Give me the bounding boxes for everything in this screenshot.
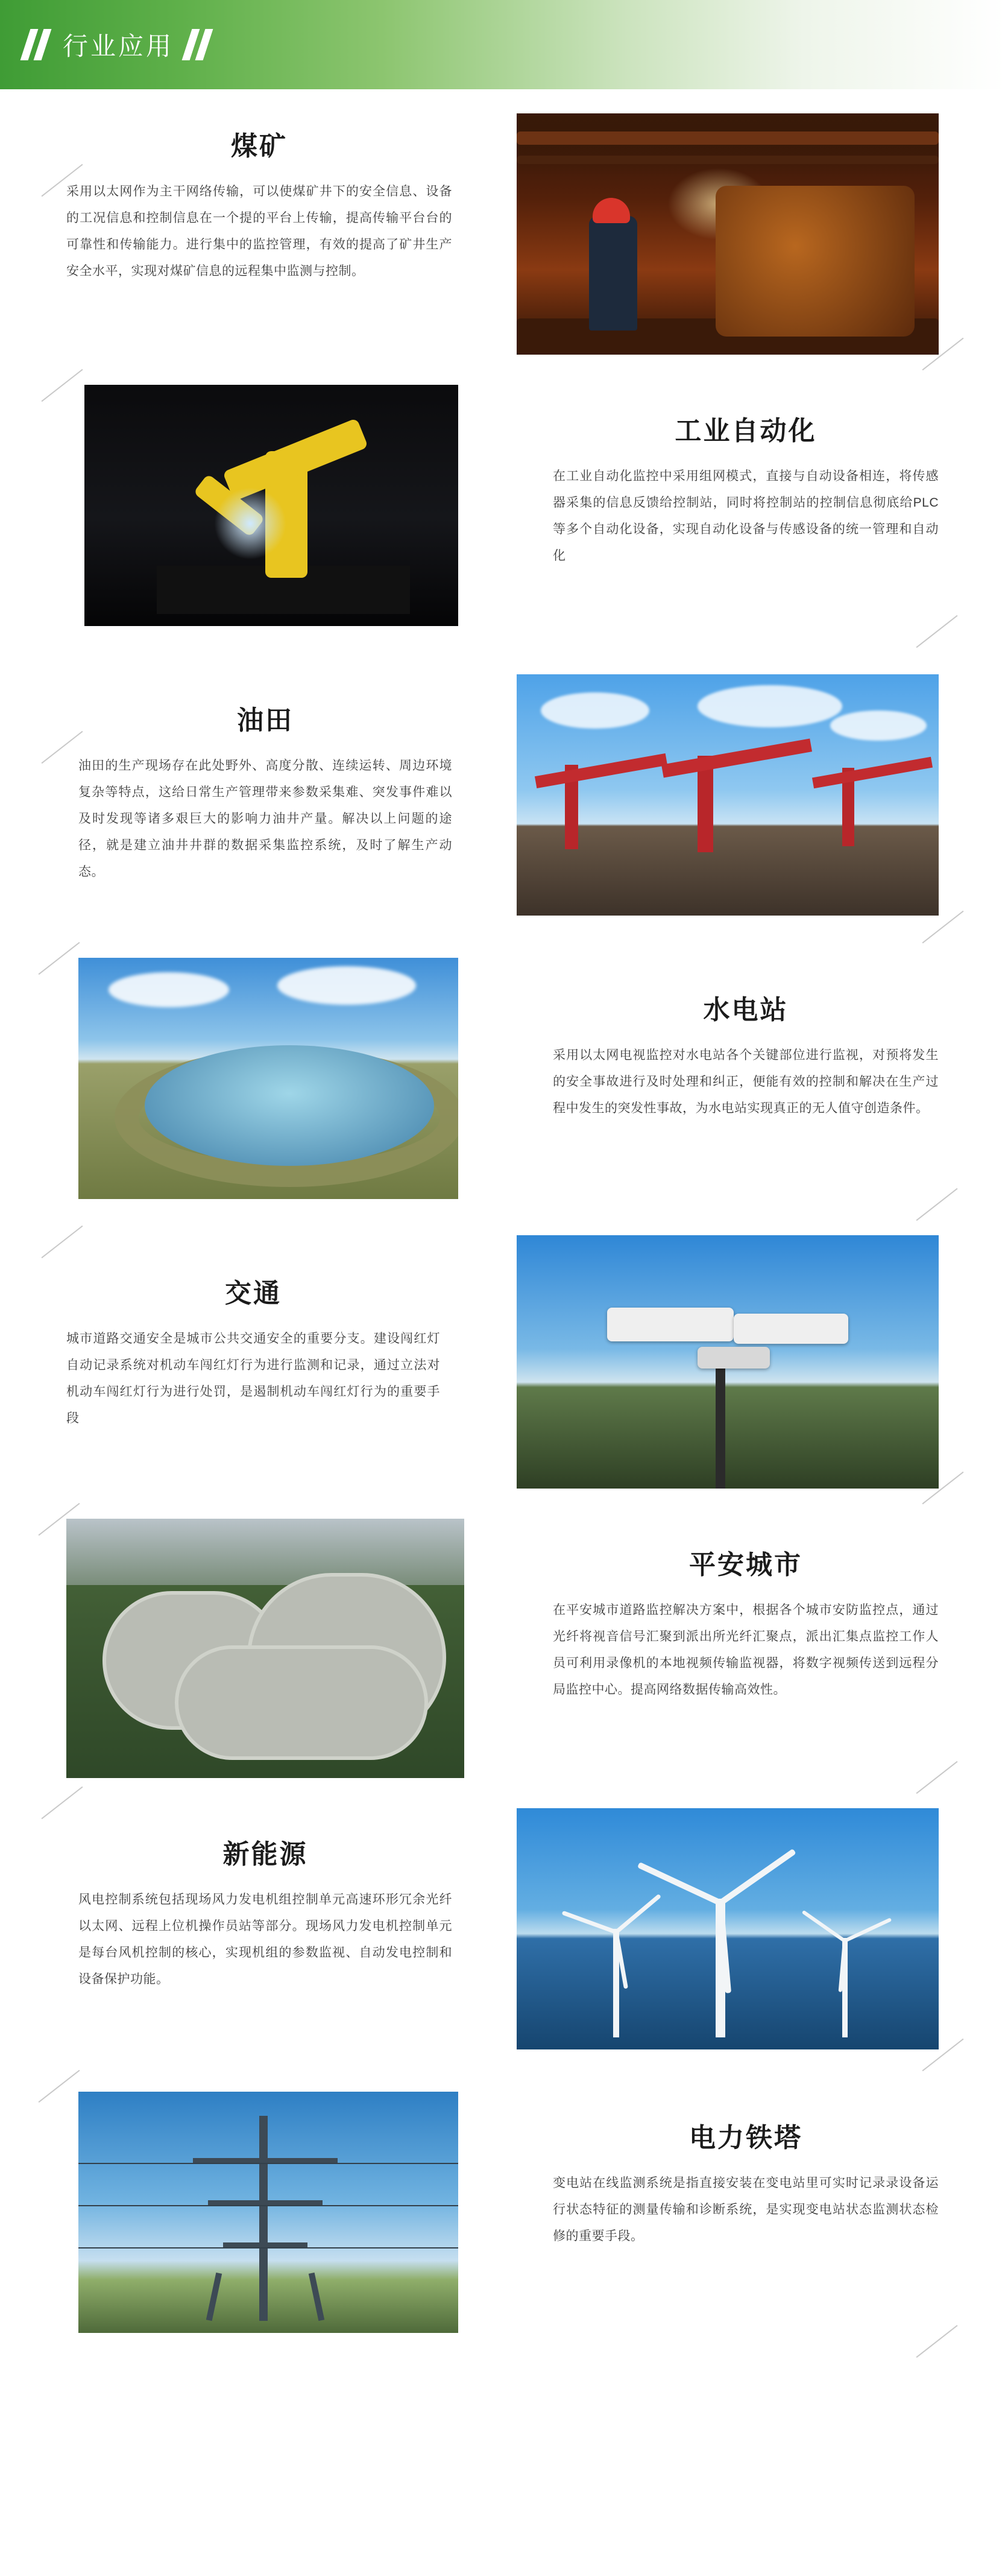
section-title: 水电站 — [703, 995, 789, 1025]
section-title: 平安城市 — [689, 1550, 802, 1580]
section-body: 采用以太网作为主干网络传输，可以使煤矿井下的安全信息、设备的工况信息和控制信息在一个提的平台上传输，提高传输平台台的可靠性和传输能力。进行集中的监控管理，有效的提高了矿井生产安全水平，实现对煤矿信息的远程集中监测与控制。 — [66, 185, 452, 278]
section-body: 油田的生产现场存在此处野外、高度分散、连续运转、周边环境复杂等特点，这给日常生产管理带来参数采集难、突发事件难以及时发现等诸多艰巨大的影响力油井产量。解决以上问题的途径，就是建立油井井群的数据采集监控系统，及时了解生产动态。 — [78, 759, 452, 879]
double-slash-icon — [25, 29, 52, 60]
section-title: 电力铁塔 — [689, 2123, 802, 2153]
page-header — [0, 0, 1005, 89]
section-title: 工业自动化 — [675, 416, 817, 446]
section-image-coal-mine — [517, 113, 939, 355]
section-traffic — [0, 1223, 1005, 1507]
double-slash-icon-right — [187, 29, 213, 60]
section-body: 城市道路交通安全是城市公共交通安全的重要分支。建设闯红灯自动记录系统对机动车闯红灯行为进行监测和记录，通过立法对机动车闯红灯行为进行处罚，是遏制机动车闯红灯行为的重要手段 — [66, 1332, 440, 1425]
section-hydropower — [0, 940, 1005, 1223]
section-body: 变电站在线监测系统是指直接安装在变电站里可实时记录录设备运行状态特征的测量传输和诊断系统，是实现变电站状态监测状态检修的重要手段。 — [553, 2176, 939, 2243]
section-image-new-energy — [517, 1808, 939, 2049]
section-safe-city — [0, 1507, 1005, 1790]
section-industrial-automation — [0, 373, 1005, 656]
section-title: 交通 — [225, 1279, 282, 1308]
section-image-oilfield — [517, 674, 939, 916]
section-image-power-tower — [78, 2092, 458, 2333]
section-title: 新能源 — [222, 1840, 308, 1869]
section-image-hydropower — [78, 958, 458, 1199]
section-oilfield — [0, 656, 1005, 940]
section-coal-mine — [0, 89, 1005, 373]
page-title: 行业应用 — [63, 32, 174, 60]
section-image-safe-city — [66, 1519, 464, 1778]
section-body: 在工业自动化监控中采用组网模式，直接与自动设备相连，将传感器采集的信息反馈给控制站，同时将控制站的控制信息彻底给PLC等多个自动化设备，实现自动化设备与传感设备的统一管理和自动化 — [553, 469, 939, 563]
section-body: 风电控制系统包括现场风力发电机组控制单元高速环形冗余光纤以太网、远程上位机操作员站等部分。现场风力发电机控制单元是每台风机控制的核心，实现机组的参数监视、自动发电控制和设备保护功能。 — [78, 1893, 452, 1986]
sections-container — [0, 89, 1005, 2357]
section-body: 在平安城市道路监控解决方案中，根据各个城市安防监控点，通过光纤将视音信号汇聚到派出所光纤汇聚点，派出汇集点监控工作人员可利用录像机的本地视频传输监视器，将数字视频传送到远程分局监控中心。提高网络数据传输高效性。 — [553, 1603, 939, 1697]
section-image-industrial-automation — [84, 385, 458, 626]
section-new-energy — [0, 1790, 1005, 2074]
section-title: 煤矿 — [231, 131, 288, 161]
section-power-tower — [0, 2074, 1005, 2357]
section-title: 油田 — [237, 706, 294, 735]
section-body: 采用以太网电视监控对水电站各个关键部位进行监视，对预将发生的安全事故进行及时处理和纠正，便能有效的控制和解决在生产过程中发生的突发性事故，为水电站实现真正的无人值守创造条件。 — [553, 1048, 939, 1115]
section-image-traffic — [517, 1235, 939, 1489]
